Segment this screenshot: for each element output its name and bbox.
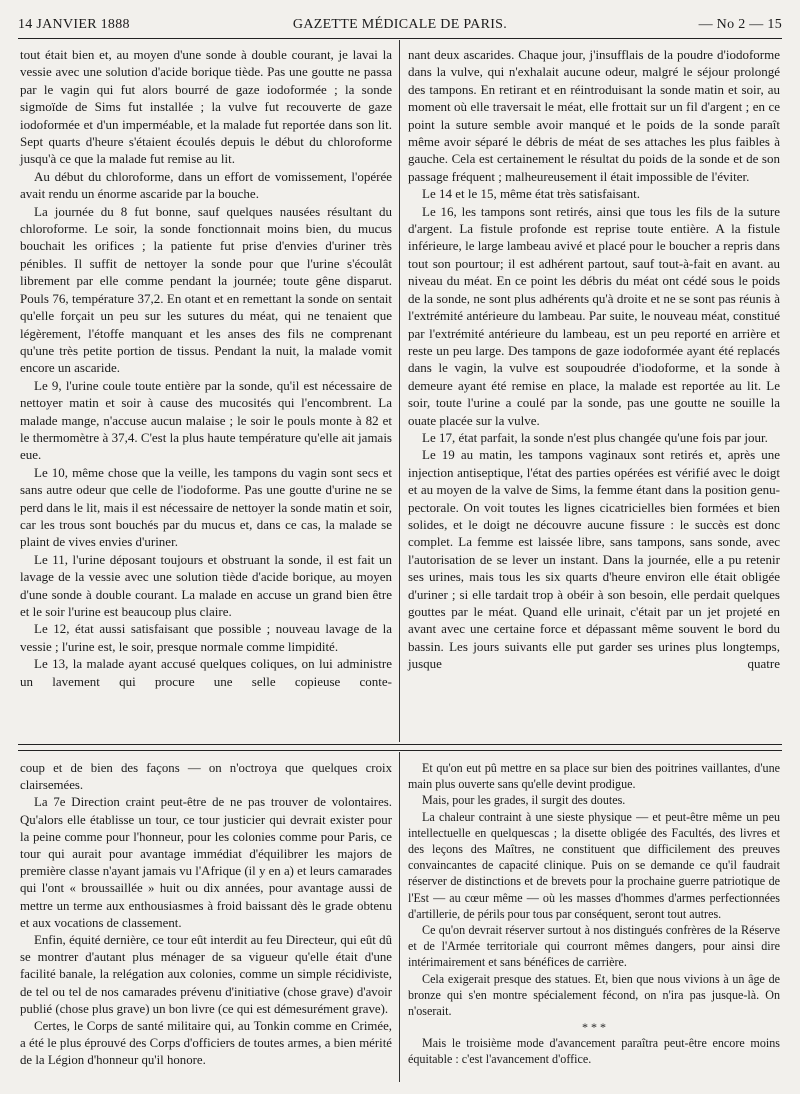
paragraph: nant deux ascarides. Chaque jour, j'insufflais de la poudre d'iodoforme dans la vulve, qui n'exhalait aucune odeur, malgré le séjour prolongé des tampons. En retirant et en réintroduisant la sonde matin et soir, au moment où elle traversait le méat, elle frottait sur un fil d'argent ; en ce point la suture semble avoir manqué et le poids de la sonde paraît même avoir séparé le débris de méat de ses attaches les plus faibles à gauche. Cela est certainement le résultat du poids de la sonde et de son passage fréquent ; malheureusement il était impossible de l'éviter. xyxy=(408,47,780,184)
top-right-column xyxy=(408,46,780,673)
paragraph: Le 11, l'urine déposant toujours et obstruant la sonde, il est fait un lavage de la vessie avec une solution tiède d'acide borique, au moyen d'une sonde à double courant. La malade en accuse un grand bien être et le soir l'urine est beaucoup plus claire. xyxy=(20,551,392,619)
paragraph: Cela exigerait presque des statues. Et, bien que nous vivions à un âge de bronze qui s'en montre spécialement fécond, on n'ira pas jusque-là. On n'oserait. xyxy=(408,971,780,1019)
paragraph: Le 14 et le 15, même état très satisfaisant. xyxy=(422,186,641,202)
section-rule-top xyxy=(18,744,782,745)
asterism: * * * xyxy=(582,1020,606,1035)
paragraph: Le 12, état aussi satisfaisant que possible ; nouveau lavage de la vessie ; l'urine est, le soir, presque normale comme limpidité. xyxy=(20,621,392,654)
paragraph: Certes, le Corps de santé militaire qui, au Tonkin comme en Crimée, a été le plus éprouvé des Corps d'officiers de toutes armes, a bien mérité de la Légion d'honneur qu'il honore. xyxy=(20,1019,392,1068)
header-date: 14 JANVIER 1888 xyxy=(18,17,130,32)
paragraph: Et qu'on eut pû mettre en sa place sur bien des poitrines vaillantes, d'une main plus ouverte sans qu'elle devint prodigue. xyxy=(408,761,780,792)
paragraph: Le 19 au matin, les tampons vaginaux sont retirés et, après une injection antiseptique, l'état des parties opérées est vérifié avec le doigt et au moyen de la valve de Sims, la femme étant dans la position genu-pectorale. On voit toutes les lignes cicatricielles bien formées et bien solides, et le doigt ne découvre aucune fissure : le succès est donc complet. La femme est laissée libre, sans tampons, sans sonde, avec l'autorisation de se lever un instant. Dans la journée, elle a pu retenir ses urines, mais tous les six quarts d'heure environ elle était obligée d'uriner ; si elle tardait trop à obéir à son besoin, elle perdait quelques gouttes par le méat. Quand elle urinait, c'était par un jet projeté en avant avec une certaine force et dépassant même souvent le bord du bassin. Les jours suivants elle put garder ses urines plus longtemps, jusque quatre xyxy=(408,447,780,672)
paragraph: Mais le troisième mode d'avancement paraîtra peut-être encore moins équitable : c'est l'avancement d'office. xyxy=(408,1036,780,1067)
paragraph: Le 10, même chose que la veille, les tampons du vagin sont secs et sans autre odeur que celle de l'iodoforme. Pas une goutte d'urine ne se perd dans le lit, mais il est nécessaire de nettoyer la sonde matin et soir, car les trous sont bouchés par du mucus et, dans ce cas, la malade se plaint de vives envies d'uriner. xyxy=(20,464,392,550)
bottom-right-column xyxy=(408,760,780,1068)
section-rule-bottom xyxy=(18,750,782,751)
header-rule xyxy=(18,38,782,39)
paragraph: Le 13, la malade ayant accusé quelques coliques, on lui administre un lavement qui procure une selle copieuse conte- xyxy=(20,656,392,689)
paragraph: Au début du chloroforme, dans un effort de vomissement, l'opérée avait rendu un énorme ascaride par la bouche. xyxy=(20,168,392,202)
paragraph: La chaleur contraint à une sieste physique — et peut-être même un peu intellectuelle en quelquescas ; la disette obligée des Facultés, des livres et des leçons des Maîtres, ne constituent que difficilement des preuves convaincantes de capacité clinique. Puis on se demande ce qu'il faudrait réserver de distinctions et de brevets pour la prochaine guerre patriotique de l'Est — au cœur même — où les masses d'hommes d'armes perfectionnées d'artillerie, de périls pour tous par conséquent, seront tout autres. xyxy=(408,809,780,921)
paragraph: La journée du 8 fut bonne, sauf quelques nausées résultant du chloroforme. Le soir, la sonde fonctionnait moins bien, du mucus bouchait les orifices ; la patiente fut prise d'envies d'uriner très pénibles. Il suffit de nettoyer la sonde pour que l'urine s'écoulât librement par elle comme pendant la journée; toute gêne disparut. Pouls 76, température 37,2. En otant et en remettant la sonde on sentait qu'elle forçait un peu sur les sutures du méat, qui ne tenaient que légèrement, l'étoffe manquant et les anses des fils ne comprenant qu'une très petite portion de tissus. Pendant la nuit, la malade vomit encore un ascaride. xyxy=(20,203,392,376)
paragraph: Le 9, l'urine coule toute entière par la sonde, qu'il est nécessaire de nettoyer matin et soir à cause des mucosités qui l'encombrent. La malade mange, n'accuse aucun malaise ; le soir le pouls monte à 82 et le thermomètre à 37,4. C'est la plus haute température qu'elle ait jamais eue. xyxy=(20,377,392,463)
bottom-left-column xyxy=(20,760,392,1070)
paragraph: Le 17, état parfait, la sonde n'est plus changée qu'une fois par jour. xyxy=(422,429,768,445)
top-left-column xyxy=(20,46,392,690)
header-title: GAZETTE MÉDICALE DE PARIS. xyxy=(292,17,508,32)
paragraph: Ce qu'on devrait réserver surtout à nos distingués confrères de la Réserve et de l'Armée territoriale qui courront mêmes dangers, pour ainsi dire intérimairement et sans bénéfices de carrière. xyxy=(408,923,780,970)
header-page-number: — No 2 — 15 xyxy=(698,17,782,32)
paragraph: Enfin, équité dernière, ce tour eût interdit au feu Directeur, qui eût dû se montrer d'autant plus ménager de sa vigueur qu'elle était d'une facilité banale, la relégation aux colonies, comme un simple récidiviste, de tel ou tel de nos camarades prévenu d'initiative (chose grave) d'avoir publié (chose plus grave) un bon livre (ce qui est démesurément grave). xyxy=(20,933,392,1016)
paragraph: Le 16, les tampons sont retirés, ainsi que tous les fils de la suture d'argent. La fistule profonde est reprise toute entière. A la fistule inférieure, le large lambeau avivé et placé pour le boucher a repris dans tout son pourtour; il est adhérent partout, sauf tout-à-fait en avant. au niveau du méat. En ce point les débris du méat ont cédé sous le poids de la sonde, ne sont plus adhérents qu'à droite et ne se sont pas réunis à l'extrémité antérieure du lambeau. Par suite, le nouveau méat, constitué par l'extrémité antérieure du lambeau, est un peu reporté en arrière et reste un peu large. Des tampons de gaze iodoformée ayant été replacés dans le vagin, la vulve est soupoudrée d'iodoforme, et la sonde à demeure ayant été remise en place, la malade est reportée au lit. Le soir, toute l'urine a coulé par la sonde, pas une goutte ne souille la ouate placée sur la vulve. xyxy=(408,203,780,428)
paragraph: La 7e Direction craint peut-être de ne pas trouver de volontaires. Qu'alors elle établisse un tour, ce tour justicier qui devrait exister pour la peine comme pour l'honneur, pour les colonies comme pour Paris, ce tour qui aurait pour avantage immédiat d'équilibrer les majors de première classe n'ayant jamais vu l'Afrique (il y en a) et leurs camarades qui l'ont « broussaillée » huit ou dix années, pour avantage aussi de mettre un terme aux enthousiasmes à froid baissant dès le grade obtenu et aux vocations de classement. xyxy=(20,795,392,930)
paragraph: coup et de bien des façons — on n'octroya que quelques croix clairsemées. xyxy=(20,761,392,793)
column-divider xyxy=(399,752,400,1082)
paragraph: Mais, pour les grades, il surgit des doutes. xyxy=(422,793,626,808)
paragraph: tout était bien et, au moyen d'une sonde à double courant, je lavai la vessie avec une solution d'acide borique tiède. Pas une goutte ne passa par le vagin qui fut alors bourré de gaze iodoformée ; la sonde sigmoïde de Sims fut installée ; la vulve fut recouverte de gaze iodoformée et d'un imperméable, et la malade fut reportée dans son lit. Sept quarts d'heure s'étaient écoulés depuis le début du chloroforme jusqu'à ce que la malade fut remise au lit. xyxy=(20,47,392,167)
column-divider xyxy=(399,40,400,742)
page-header xyxy=(18,12,782,38)
